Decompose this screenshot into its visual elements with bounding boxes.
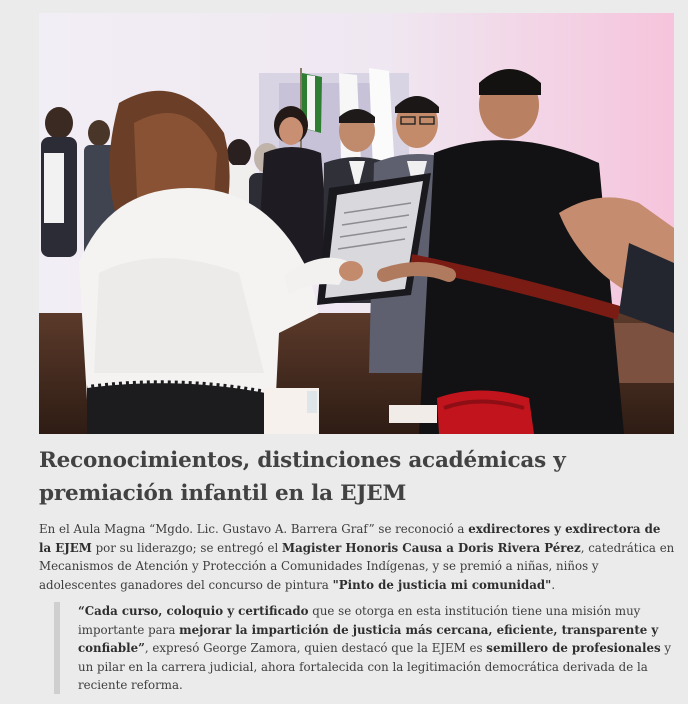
quote-text-3: y un pilar en la carrera judicial, ahora fortalecida con la legitimación democrática derivada de la reciente reforma. <box>78 641 672 693</box>
photo-illustration <box>39 13 674 434</box>
article-photo <box>39 13 674 434</box>
quote-text-1: que se otorga en esta institución tiene una misión muy importante para <box>78 604 641 637</box>
blockquote <box>54 602 674 694</box>
intro-bold-exdirectores: exdirectores y exdirectora de la EJEM <box>39 522 661 555</box>
quote-text-2: , expresó George Zamora, quien destacó que la EJEM es <box>144 641 487 656</box>
intro-text-3: , catedrática en Mecanismos de Atención y Protección a Comunidades Indígenas, y se premió a niñas, niños y adolescentes ganadores del concurso de pintura <box>39 540 675 592</box>
intro-text-2: por su liderazgo; se entregó el <box>91 540 283 555</box>
intro-bold-concurso: "Pinto de justicia mi comunidad" <box>332 577 552 592</box>
article-headline: Reconocimientos, distinciones académicas y premiación infantil en la EJEM <box>39 448 566 506</box>
quote-bold-3: semillero de profesionales <box>486 641 661 656</box>
article-intro <box>39 520 675 594</box>
intro-text-4: . <box>551 577 556 592</box>
quote-bold-1: “Cada curso, coloquio y certificado <box>78 604 309 618</box>
intro-bold-magister: Magister Honoris Causa a Doris Rivera Pérez <box>282 540 581 555</box>
quote-bold-2: mejorar la impartición de justicia más cercana, eficiente, transparente y confiable” <box>78 622 659 656</box>
intro-text-1: En el Aula Magna “Mgdo. Lic. Gustavo A. Barrera Graf” se reconoció a <box>39 522 469 536</box>
quote-text <box>78 602 678 695</box>
